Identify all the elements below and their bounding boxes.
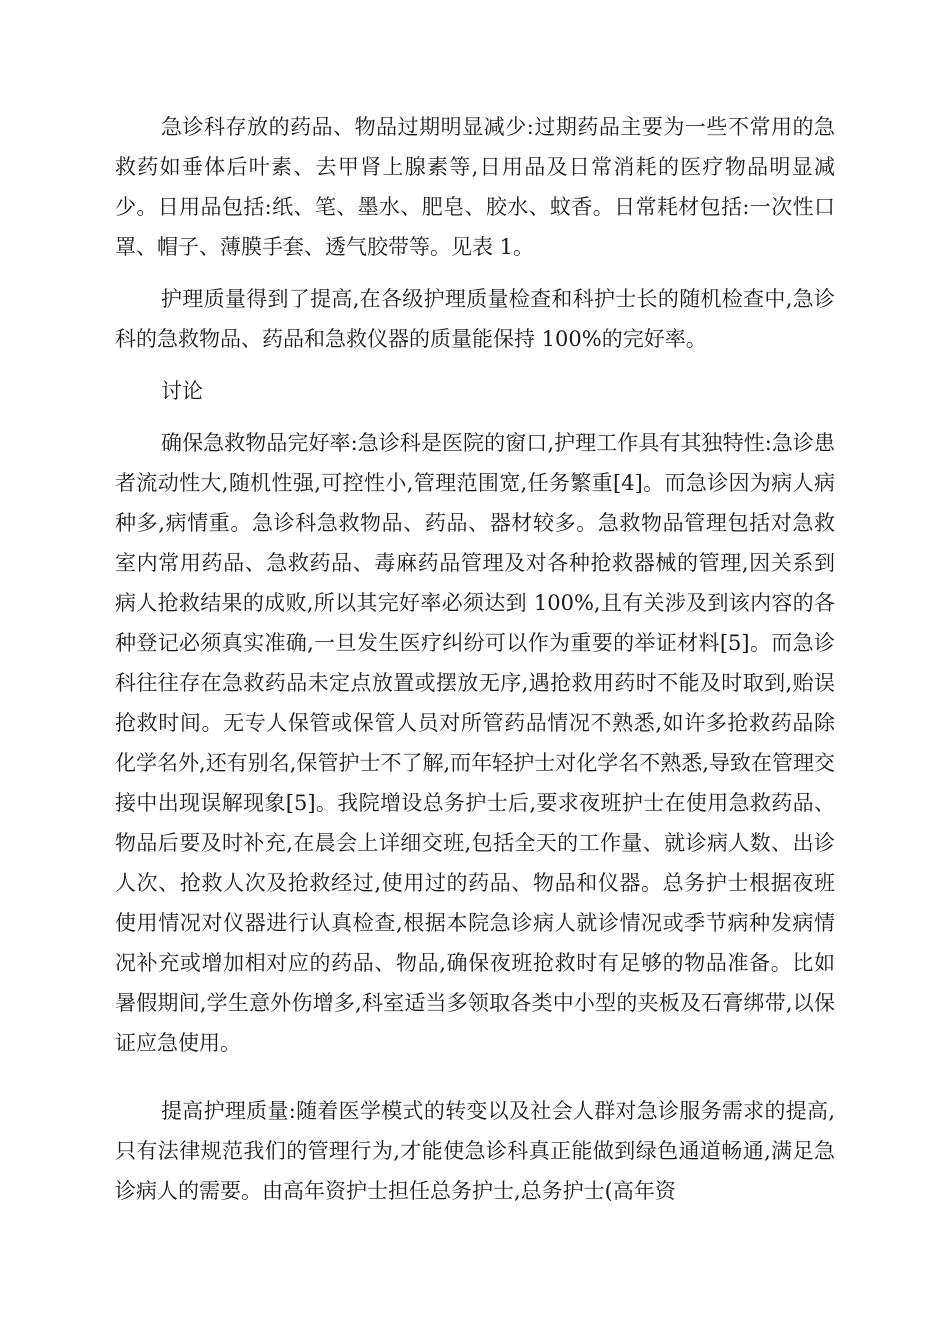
paragraph-ensure-completeness: 确保急救物品完好率:急诊科是医院的窗口,护理工作具有其独特性:急诊患者流动性大,随机性强,可控性小,管理范围宽,任务繁重[4]。而急诊因为病人病种多,病情重。急诊科急救物品、药品、器材较多。急救物品管理包括对急救室内常用药品、急救药品、毒麻药品管理及对各种抢救器械的管理,因关系到病人抢救结果的成败,所以其完好率必须达到 100%,且有关涉及到该内容的各种登记必须真实准确,一旦发生医疗纠纷可以作为重要的举证材料[5]。而急诊科往往存在急救药品未定点放置或摆放无序,遇抢救用药时不能及时取到,贻误抢救时间。无专人保管或保管人员对所管药品情况不熟悉,如许多抢救药品除化学名外,还有别名,保管护士不了解,而年轻护士对化学名不熟悉,导致在管理交接中出现误解现象[5]。我院增设总务护士后,要求夜班护士在使用急救药品、物品后要及时补充,在晨会上详细交班,包括全天的工作量、就诊病人数、出诊人次、抢救人次及抢救经过,使用过的药品、物品和仪器。总务护士根据夜班使用情况对仪器进行认真检查,根据本院急诊病人就诊情况或季节病种发病情况补充或增加相对应的药品、物品,确保夜班抢救时有足够的物品准备。比如暑假期间,学生意外伤增多,科室适当多领取各类中小型的夹板及石膏绑带,以保证应急使用。: [115, 431, 835, 1055]
section-heading-discussion: 讨论: [161, 379, 203, 403]
paragraph-expired-items: 急诊科存放的药品、物品过期明显减少:过期药品主要为一些不常用的急救药如垂体后叶素、去甲肾上腺素等,日用品及日常消耗的医疗物品明显减少。日用品包括:纸、笔、墨水、肥皂、胶水、蚊香。日常耗材包括:一次性口罩、帽子、薄膜手套、透气胶带等。见表 1。: [115, 115, 835, 259]
paragraph-improve-nursing-quality: 提高护理质量:随着医学模式的转变以及社会人群对急诊服务需求的提高,只有法律规范我们的管理行为,才能使急诊科真正能做到绿色通道畅通,满足急诊病人的需要。由高年资护士担任总务护士,总务护士(高年资: [115, 1099, 835, 1203]
paragraph-quality-improved: 护理质量得到了提高,在各级护理质量检查和科护士长的随机检查中,急诊科的急救物品、药品和急救仪器的质量能保持 100%的完好率。: [115, 287, 835, 351]
